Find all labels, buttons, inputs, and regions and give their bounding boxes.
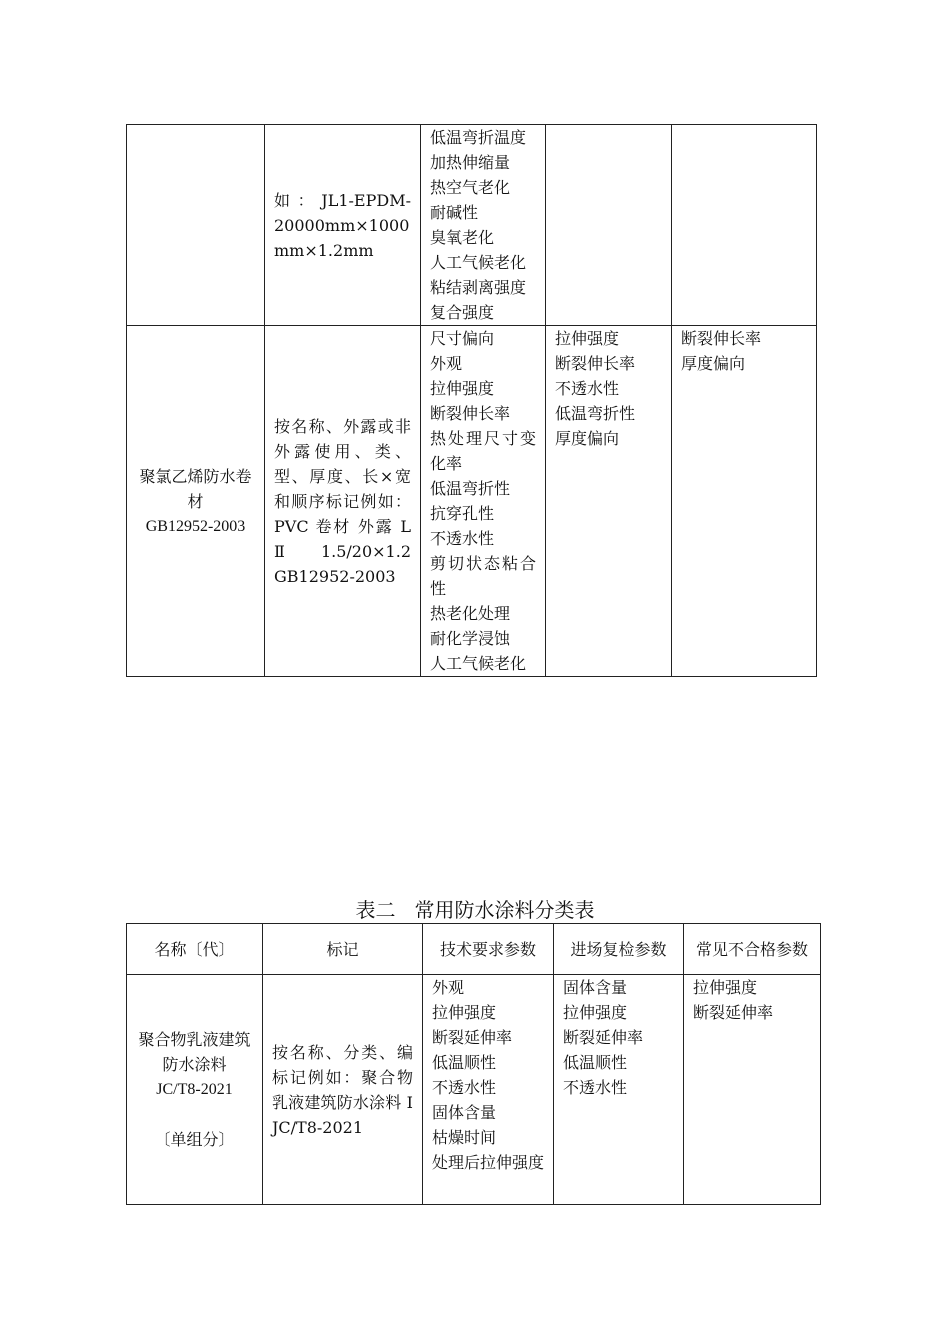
common-fail-cell — [684, 975, 821, 1205]
product-name-cell — [127, 326, 265, 677]
list-item: 低温弯折性 — [430, 479, 511, 498]
list-item: 厚度偏向 — [555, 429, 620, 448]
list-item: 拉伸强度 — [555, 329, 620, 348]
retest-params-cell — [546, 125, 672, 326]
marking-text: 按名称、分类、编标记例如：聚合物乳液建筑防水涂料 Ⅰ JC/T8-2021 — [272, 1042, 413, 1137]
list-item: 固体含量 — [432, 1103, 497, 1122]
table-row — [127, 975, 821, 1205]
list-item: 抗穿孔性 — [430, 504, 495, 523]
standard-code: JC/T8-2021 — [156, 1081, 233, 1098]
list-item: 热空气老化 — [430, 178, 511, 197]
list-item: 人工气候老化 — [430, 253, 527, 272]
marking-text: 如 ： JL1-EPDM-20000mm×1000mm×1.2mm — [274, 190, 411, 260]
column-header: 进场复检参数 — [554, 924, 684, 975]
list-item: 拉伸强度 — [693, 978, 758, 997]
marking-cell — [265, 326, 421, 677]
list-item: 断裂延伸率 — [432, 1028, 513, 1047]
table-header-row — [127, 924, 821, 975]
list-item: 热老化处理 — [430, 604, 511, 623]
list-item: 拉伸强度 — [430, 379, 495, 398]
list-item: 粘结剥离强度 — [430, 278, 527, 297]
product-name-cell — [127, 125, 265, 326]
table-caption: 表二 常用防水涂料分类表 — [355, 898, 595, 922]
common-fail-cell — [672, 326, 817, 677]
list-item: 枯燥时间 — [432, 1128, 497, 1147]
list-item: 加热伸缩量 — [430, 153, 511, 172]
list-item: 耐碱性 — [430, 203, 479, 222]
column-header: 技术要求参数 — [423, 924, 554, 975]
list-item: 低温弯折温度 — [430, 128, 527, 147]
marking-text: 按名称、外露或非外露使用、类、型、厚度、长×宽和顺序标记例如：PVC 卷材 外露 L Ⅱ 1.5/20×1.2 GB12952-2003 — [274, 416, 411, 586]
component-type: 〔单组分〕 — [154, 1130, 235, 1149]
list-item: 拉伸强度 — [432, 1003, 497, 1022]
marking-cell — [265, 125, 421, 326]
list-item: 低温顺性 — [432, 1053, 497, 1072]
column-header: 标记 — [263, 924, 423, 975]
list-item: 断裂伸长率 — [430, 404, 511, 423]
list-item: 耐化学浸蚀 — [430, 629, 511, 648]
list-item: 断裂伸长率 — [681, 329, 762, 348]
list-item: 固体含量 — [563, 978, 628, 997]
list-item: 剪切状态粘合性 — [430, 554, 536, 598]
list-item: 断裂延伸率 — [563, 1028, 644, 1047]
list-item: 厚度偏向 — [681, 354, 746, 373]
tech-params-cell — [423, 975, 554, 1205]
list-item: 断裂伸长率 — [555, 354, 636, 373]
tech-params-cell — [421, 326, 546, 677]
list-item: 断裂延伸率 — [693, 1003, 774, 1022]
standard-code: GB12952-2003 — [145, 517, 246, 535]
list-item: 低温顺性 — [563, 1053, 628, 1072]
retest-params-cell — [554, 975, 684, 1205]
column-header: 常见不合格参数 — [684, 924, 821, 975]
list-item: 处理后拉伸强度 — [432, 1153, 545, 1172]
product-name: 聚合物乳液建筑防水涂料 — [138, 1030, 251, 1074]
list-item: 热处理尺寸变化率 — [430, 429, 536, 473]
product-name: 聚氯乙烯防水卷材 — [139, 466, 252, 511]
list-item: 尺寸偏向 — [430, 329, 495, 348]
list-item: 外观 — [430, 354, 463, 373]
list-item: 人工气候老化 — [430, 654, 527, 673]
tech-params-cell — [421, 125, 546, 326]
list-item: 拉伸强度 — [563, 1003, 628, 1022]
list-item: 不透水性 — [563, 1078, 628, 1097]
list-item: 臭氧老化 — [430, 228, 495, 247]
list-item: 不透水性 — [432, 1078, 497, 1097]
product-name-cell — [127, 975, 263, 1205]
list-item: 复合强度 — [430, 303, 495, 322]
table-row — [127, 125, 817, 326]
marking-cell — [263, 975, 423, 1205]
waterproof-coating-table — [126, 923, 821, 1205]
list-item: 不透水性 — [555, 379, 620, 398]
common-fail-cell — [672, 125, 817, 326]
list-item: 不透水性 — [430, 529, 495, 548]
column-header: 名称〔代〕 — [127, 924, 263, 975]
list-item: 外观 — [432, 978, 465, 997]
list-item: 低温弯折性 — [555, 404, 636, 423]
table-row — [127, 326, 817, 677]
retest-params-cell — [546, 326, 672, 677]
waterproof-membrane-table — [126, 124, 817, 677]
